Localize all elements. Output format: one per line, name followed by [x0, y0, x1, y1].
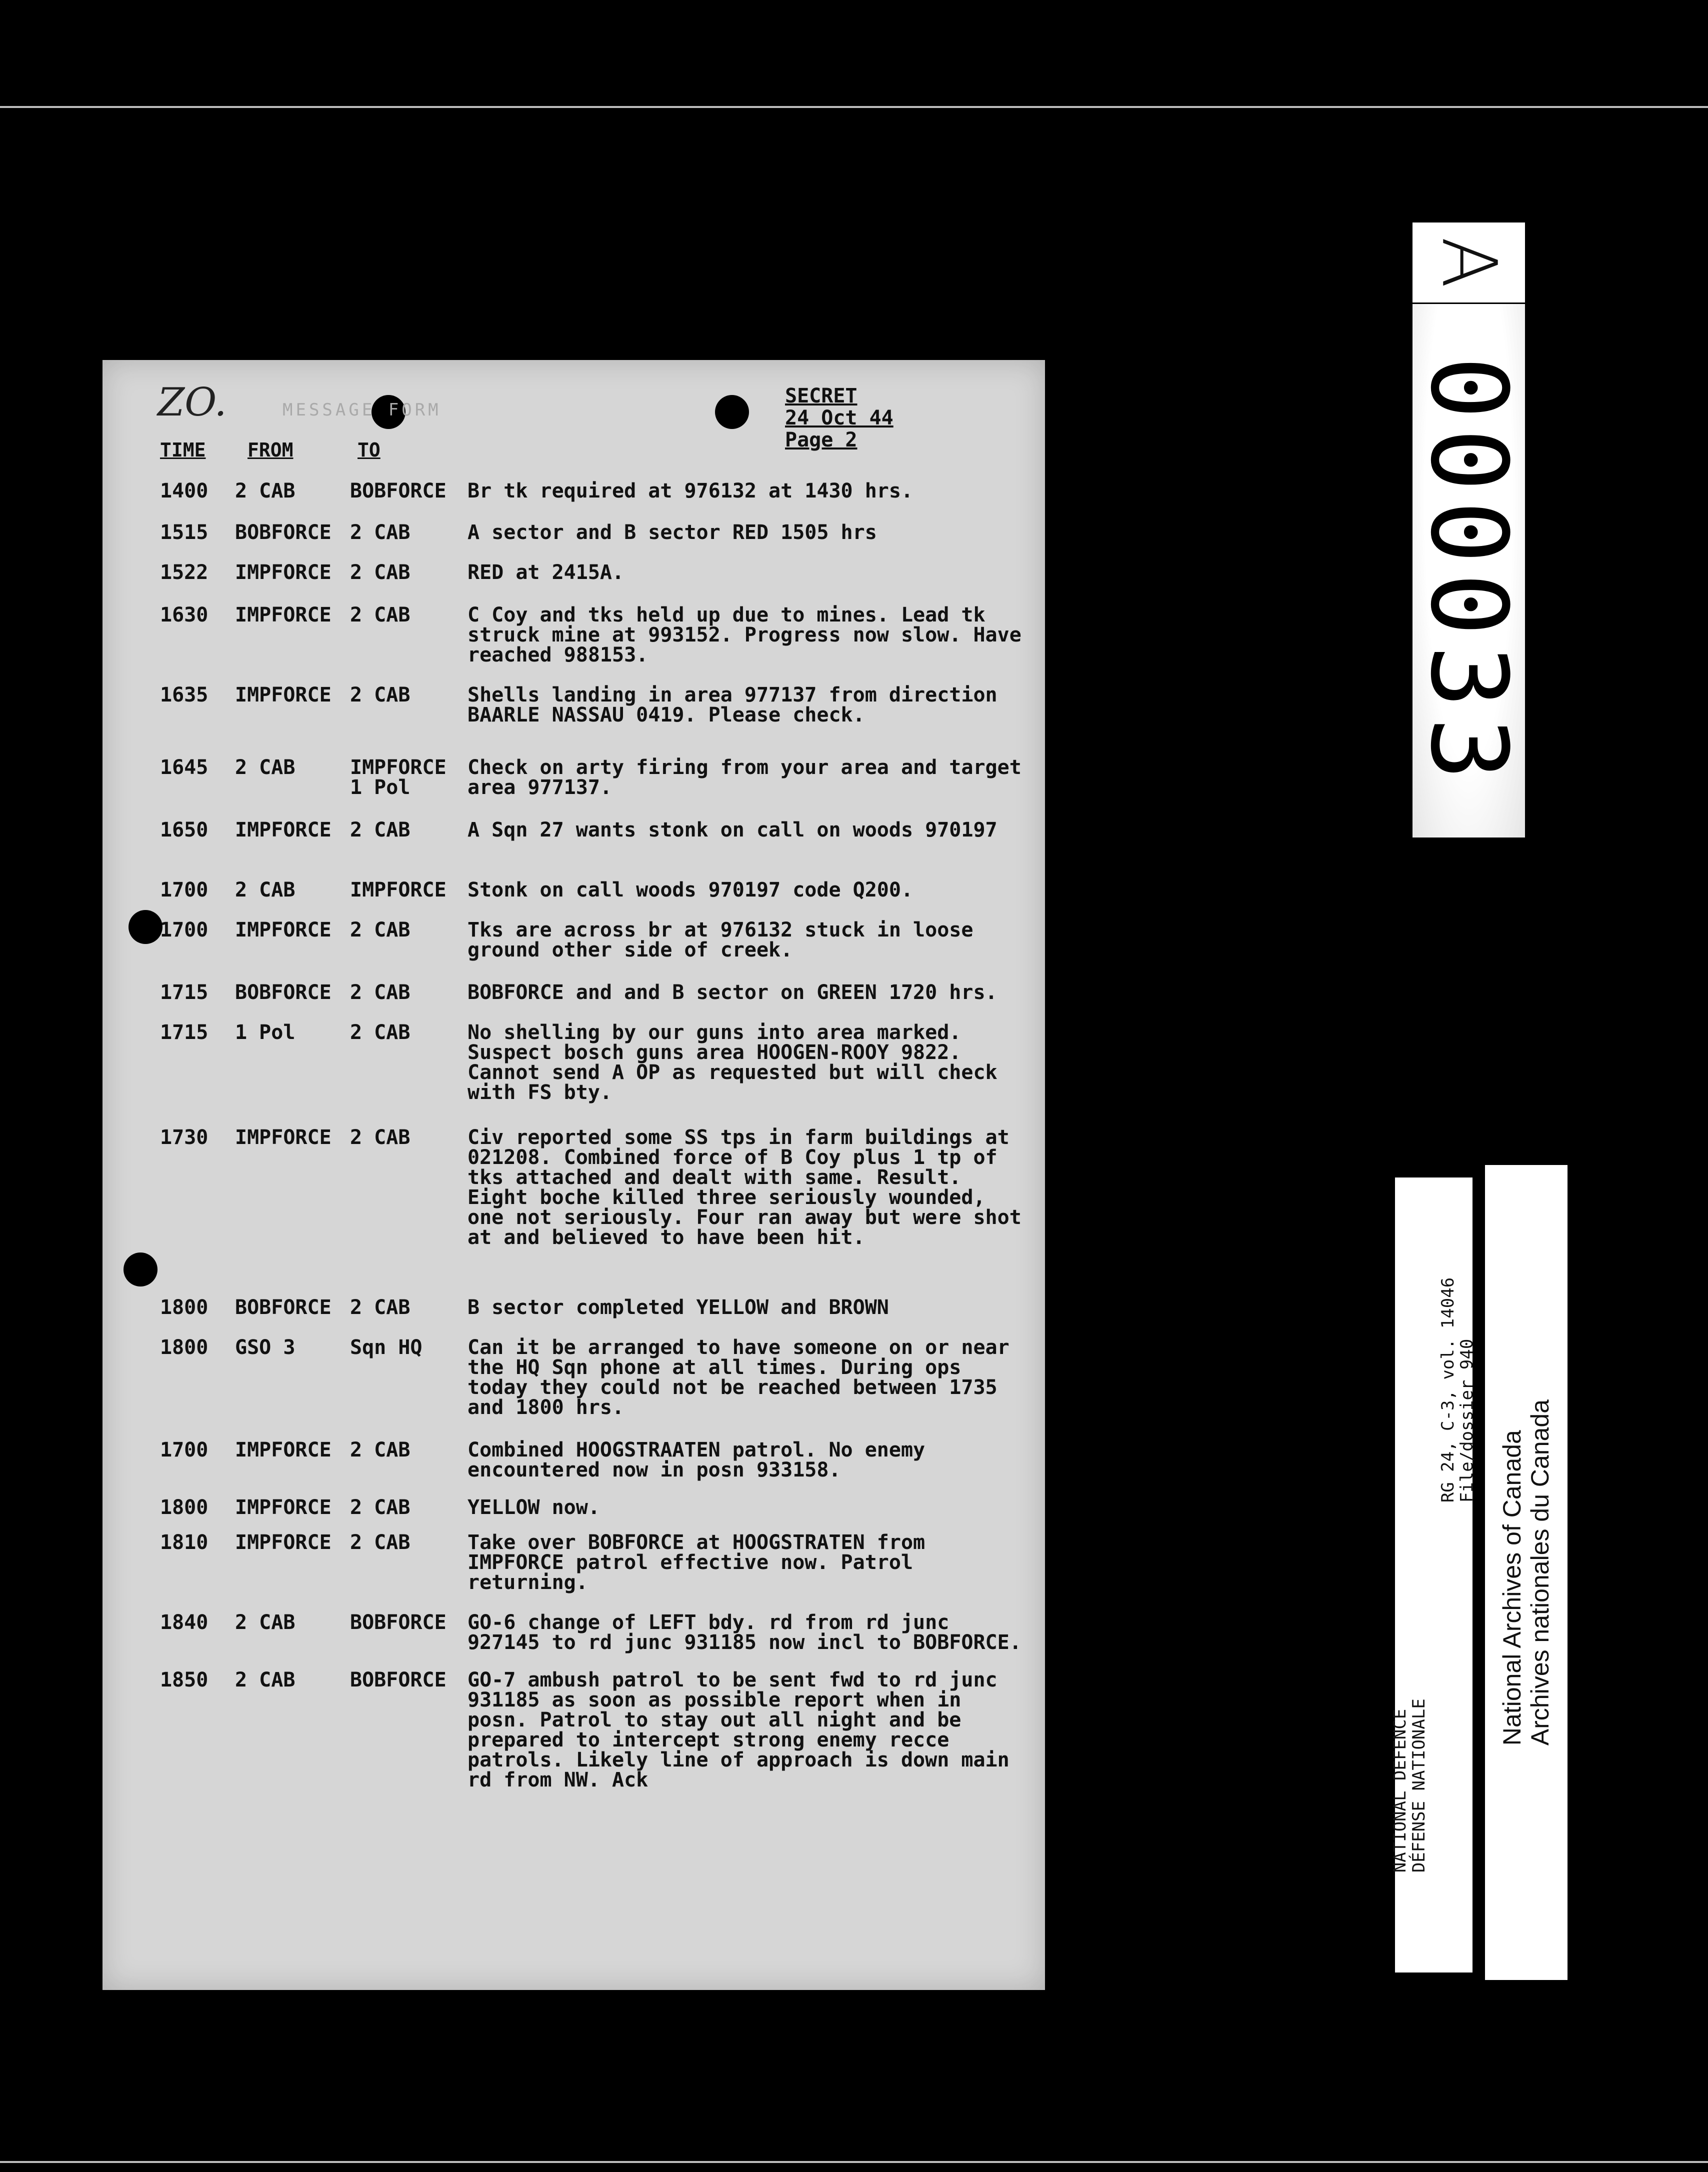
entry-time: 1515: [160, 521, 208, 544]
page-number: Page 2: [785, 428, 858, 452]
handwritten-note: ZO.: [158, 380, 227, 425]
entry-from: IMPFORCE: [235, 1126, 332, 1149]
archive-reference-card: [1390, 1178, 1478, 1972]
entry-time: 1650: [160, 818, 208, 842]
entry-to: 2 CAB: [350, 521, 410, 544]
entry-time: 1840: [160, 1611, 208, 1634]
entry-message: No shelling by our guns into area marked. Suspect bosch guns area HOOGEN-ROOY 9822. Cannot send A OP as requested but will check with FS bty.: [468, 1021, 998, 1104]
archives-label-text: [1498, 1400, 1554, 1746]
header-time: TIME: [160, 439, 206, 461]
entry-time: 1800: [160, 1496, 208, 1519]
entry-to: 2 CAB: [350, 818, 410, 842]
entry-to: 2 CAB: [350, 1496, 410, 1519]
entry-message: YELLOW now.: [468, 1496, 600, 1519]
classification-block: [785, 385, 894, 451]
entry-time: 1715: [160, 981, 208, 1004]
entry-message: Check on arty firing from your area and target area 977137.: [468, 756, 1022, 799]
entry-to: 2 CAB: [350, 561, 410, 584]
entry-message: Shells landing in area 977137 from direction BAARLE NASSAU 0419. Please check.: [468, 684, 998, 726]
entry-to: IMPFORCE: [350, 878, 446, 902]
entry-time: 1635: [160, 684, 208, 706]
entry-from: IMPFORCE: [235, 604, 332, 626]
entry-from: GSO 3: [235, 1336, 296, 1359]
entry-message: Br tk required at 976132 at 1430 hrs.: [468, 480, 914, 502]
classification-text: SECRET: [785, 384, 858, 408]
entry-from: 2 CAB: [235, 1611, 296, 1634]
entry-to: IMPFORCE 1 Pol: [350, 756, 446, 799]
entry-from: IMPFORCE: [235, 918, 332, 942]
entry-time: 1700: [160, 1438, 208, 1462]
entry-time: 1522: [160, 561, 208, 584]
entry-message: C Coy and tks held up due to mines. Lead tk struck mine at 993152. Progress now slow. Have reached 988153.: [468, 604, 1022, 666]
entry-time: 1645: [160, 756, 208, 779]
entry-message: Tks are across br at 976132 stuck in loose ground other side of creek.: [468, 918, 974, 962]
entry-from: BOBFORCE: [235, 981, 332, 1004]
entry-to: BOBFORCE: [350, 1611, 446, 1634]
entry-to: 2 CAB: [350, 981, 410, 1004]
entry-from: IMPFORCE: [235, 1438, 332, 1462]
entry-to: 2 CAB: [350, 604, 410, 626]
reference-line-2: File/dossier 940: [1457, 1338, 1478, 1503]
entry-to: Sqn HQ: [350, 1336, 422, 1359]
frame-number: [1408, 310, 1530, 835]
film-frame-bottom-edge: [0, 2161, 1708, 2163]
archives-name-french: Archives nationales du Canada: [1526, 1399, 1554, 1746]
entry-time: 1800: [160, 1296, 208, 1319]
entry-from: 2 CAB: [235, 480, 296, 502]
entry-from: BOBFORCE: [235, 521, 332, 544]
entry-from: BOBFORCE: [235, 1296, 332, 1319]
entry-message: A Sqn 27 wants stonk on call on woods 970197: [468, 818, 998, 842]
entry-time: 1810: [160, 1531, 208, 1554]
entry-time: 1850: [160, 1668, 208, 1692]
department-line-1: NATIONAL DEFENCE: [1390, 1708, 1410, 1873]
header-from: FROM: [248, 439, 294, 461]
archives-name-english: National Archives of Canada: [1498, 1430, 1526, 1746]
entry-message: GO-6 change of LEFT bdy. rd from rd junc 927145 to rd junc 931185 now incl to BOBFORCE.: [468, 1611, 1022, 1654]
entry-time: 1715: [160, 1021, 208, 1044]
entry-from: IMPFORCE: [235, 684, 332, 706]
entry-from: IMPFORCE: [235, 1496, 332, 1519]
entry-message: Civ reported some SS tps in farm buildings at 021208. Combined force of B Coy plus 1 tp of tks attached and dealt with same. Result. Eight boche killed three seriously wounded, one not seriously. Four ran away but were shot at and believed to have been hit.: [468, 1126, 1022, 1249]
entry-from: IMPFORCE: [235, 1531, 332, 1554]
war-diary-message-log-sheet: [102, 360, 1045, 1990]
entry-to: BOBFORCE: [350, 480, 446, 502]
entry-from: 2 CAB: [235, 1668, 296, 1692]
entry-to: BOBFORCE: [350, 1668, 446, 1692]
frame-letter-text: A: [1425, 236, 1512, 288]
entry-time: 1800: [160, 1336, 208, 1359]
entry-from: IMPFORCE: [235, 818, 332, 842]
entry-time: 1700: [160, 918, 208, 942]
entry-to: 2 CAB: [350, 1126, 410, 1149]
header-to: TO: [358, 439, 380, 461]
entry-to: 2 CAB: [350, 1531, 410, 1554]
entry-to: 2 CAB: [350, 1296, 410, 1319]
entry-from: IMPFORCE: [235, 561, 332, 584]
entry-time: 1630: [160, 604, 208, 626]
entry-message: Can it be arranged to have someone on or near the HQ Sqn phone at all times. During ops today they could not be reached between 1735 and 1800 hrs.: [468, 1336, 1010, 1419]
entry-message: Combined HOOGSTRAATEN patrol. No enemy encountered now in posn 933158.: [468, 1438, 926, 1482]
entry-message: RED at 2415A.: [468, 561, 624, 584]
department-line-2: DÉFENSE NATIONALE: [1409, 1698, 1430, 1873]
entry-from: 1 Pol: [235, 1021, 296, 1044]
entry-to: 2 CAB: [350, 1021, 410, 1044]
entry-message: A sector and B sector RED 1505 hrs: [468, 521, 877, 544]
entry-to: 2 CAB: [350, 918, 410, 942]
entry-message: GO-7 ambush patrol to be sent fwd to rd junc 931185 as soon as possible report when in posn. Patrol to stay out all night and be prepared to intercept strong enemy recce patrols. Likely line of approach is down main rd from NW. Ack: [468, 1668, 1010, 1792]
reference-line-1: RG 24, C-3, vol. 14046: [1438, 1277, 1458, 1503]
entry-to: 2 CAB: [350, 684, 410, 706]
entry-message: Take over BOBFORCE at HOOGSTRATEN from IMPFORCE patrol effective now. Patrol returning.: [468, 1531, 926, 1594]
entry-from: 2 CAB: [235, 756, 296, 779]
frame-letter: [1412, 222, 1525, 304]
punch-hole-left-lower: [124, 1252, 158, 1286]
archive-reference-text: [1391, 1278, 1477, 1872]
punch-hole-top-right: [715, 395, 749, 429]
entry-time: 1730: [160, 1126, 208, 1149]
punch-hole-left-upper: [128, 910, 162, 944]
film-frame-top-edge: [0, 106, 1708, 108]
entry-time: 1400: [160, 480, 208, 502]
faint-form-header: MESSAGE FORM: [282, 400, 442, 420]
frame-number-strip: [1408, 222, 1530, 838]
entry-from: 2 CAB: [235, 878, 296, 902]
entry-time: 1700: [160, 878, 208, 902]
archives-label-card: [1485, 1165, 1568, 1980]
entry-message: Stonk on call woods 970197 code Q200.: [468, 878, 914, 902]
entry-message: B sector completed YELLOW and BROWN: [468, 1296, 889, 1319]
entry-to: 2 CAB: [350, 1438, 410, 1462]
entry-message: BOBFORCE and and B sector on GREEN 1720 hrs.: [468, 981, 998, 1004]
frame-number-text: 000033: [1408, 356, 1530, 790]
document-date: 24 Oct 44: [785, 406, 894, 430]
